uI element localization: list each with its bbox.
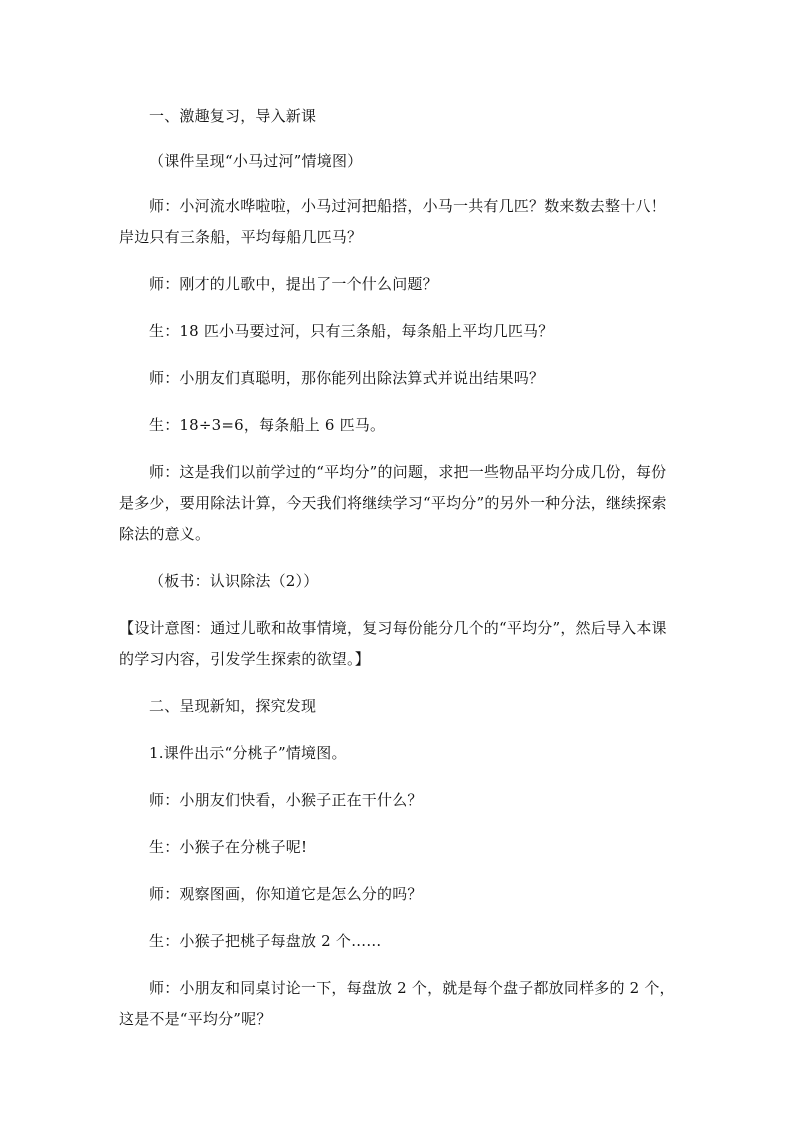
teacher-line-1: 师：小河流水哗啦啦，小马过河把船搭，小马一共有几匹？数来数去整十八！岸边只有三条船，平均每船几匹马？ <box>119 197 666 246</box>
teacher-line-2: 师：刚才的儿歌中，提出了一个什么问题？ <box>149 275 438 293</box>
courseware-note-1: （课件呈现“小马过河”情境图） <box>149 152 363 170</box>
student-line-1: 生：18 匹小马要过河，只有三条船，每条船上平均几匹马？ <box>149 322 554 340</box>
design-intent-note: 【设计意图：通过儿歌和故事情境，复习每份能分几个的“平均分”，然后导入本课的学习内容，引发学生探索的欲望。】 <box>119 619 667 668</box>
student-line-4: 生：小猴子把桃子每盘放 2 个…… <box>149 932 382 950</box>
teacher-line-3: 师：小朋友们真聪明，那你能列出除法算式并说出结果吗？ <box>149 369 545 387</box>
document-body <box>119 101 679 1035</box>
courseware-note-2: 1.课件出示“分桃子”情境图。 <box>149 744 347 762</box>
teacher-line-5: 师：小朋友们快看，小猴子正在干什么？ <box>149 791 423 809</box>
teacher-line-4: 师：这是我们以前学过的“平均分”的问题，求把一些物品平均分成几份，每份是多少，要用除法计算，今天我们将继续学习“平均分”的另外一种分法，继续探索除法的意义。 <box>119 463 667 543</box>
teacher-line-7: 师：小朋友和同桌讨论一下，每盘放 2 个，就是每个盘子都放同样多的 2 个，这是不是“平均分”呢？ <box>119 979 675 1028</box>
student-line-3: 生：小猴子在分桃子呢! <box>149 838 308 856</box>
teacher-line-6: 师：观察图画，你知道它是怎么分的吗？ <box>149 885 423 903</box>
section-heading-1: 一、激趣复习，导入新课 <box>149 107 317 125</box>
board-note: （板书：认识除法（2）） <box>149 572 319 590</box>
student-line-2: 生：18÷3=6，每条船上 6 匹马。 <box>149 416 386 434</box>
section-heading-2: 二、呈现新知，探究发现 <box>149 697 317 715</box>
